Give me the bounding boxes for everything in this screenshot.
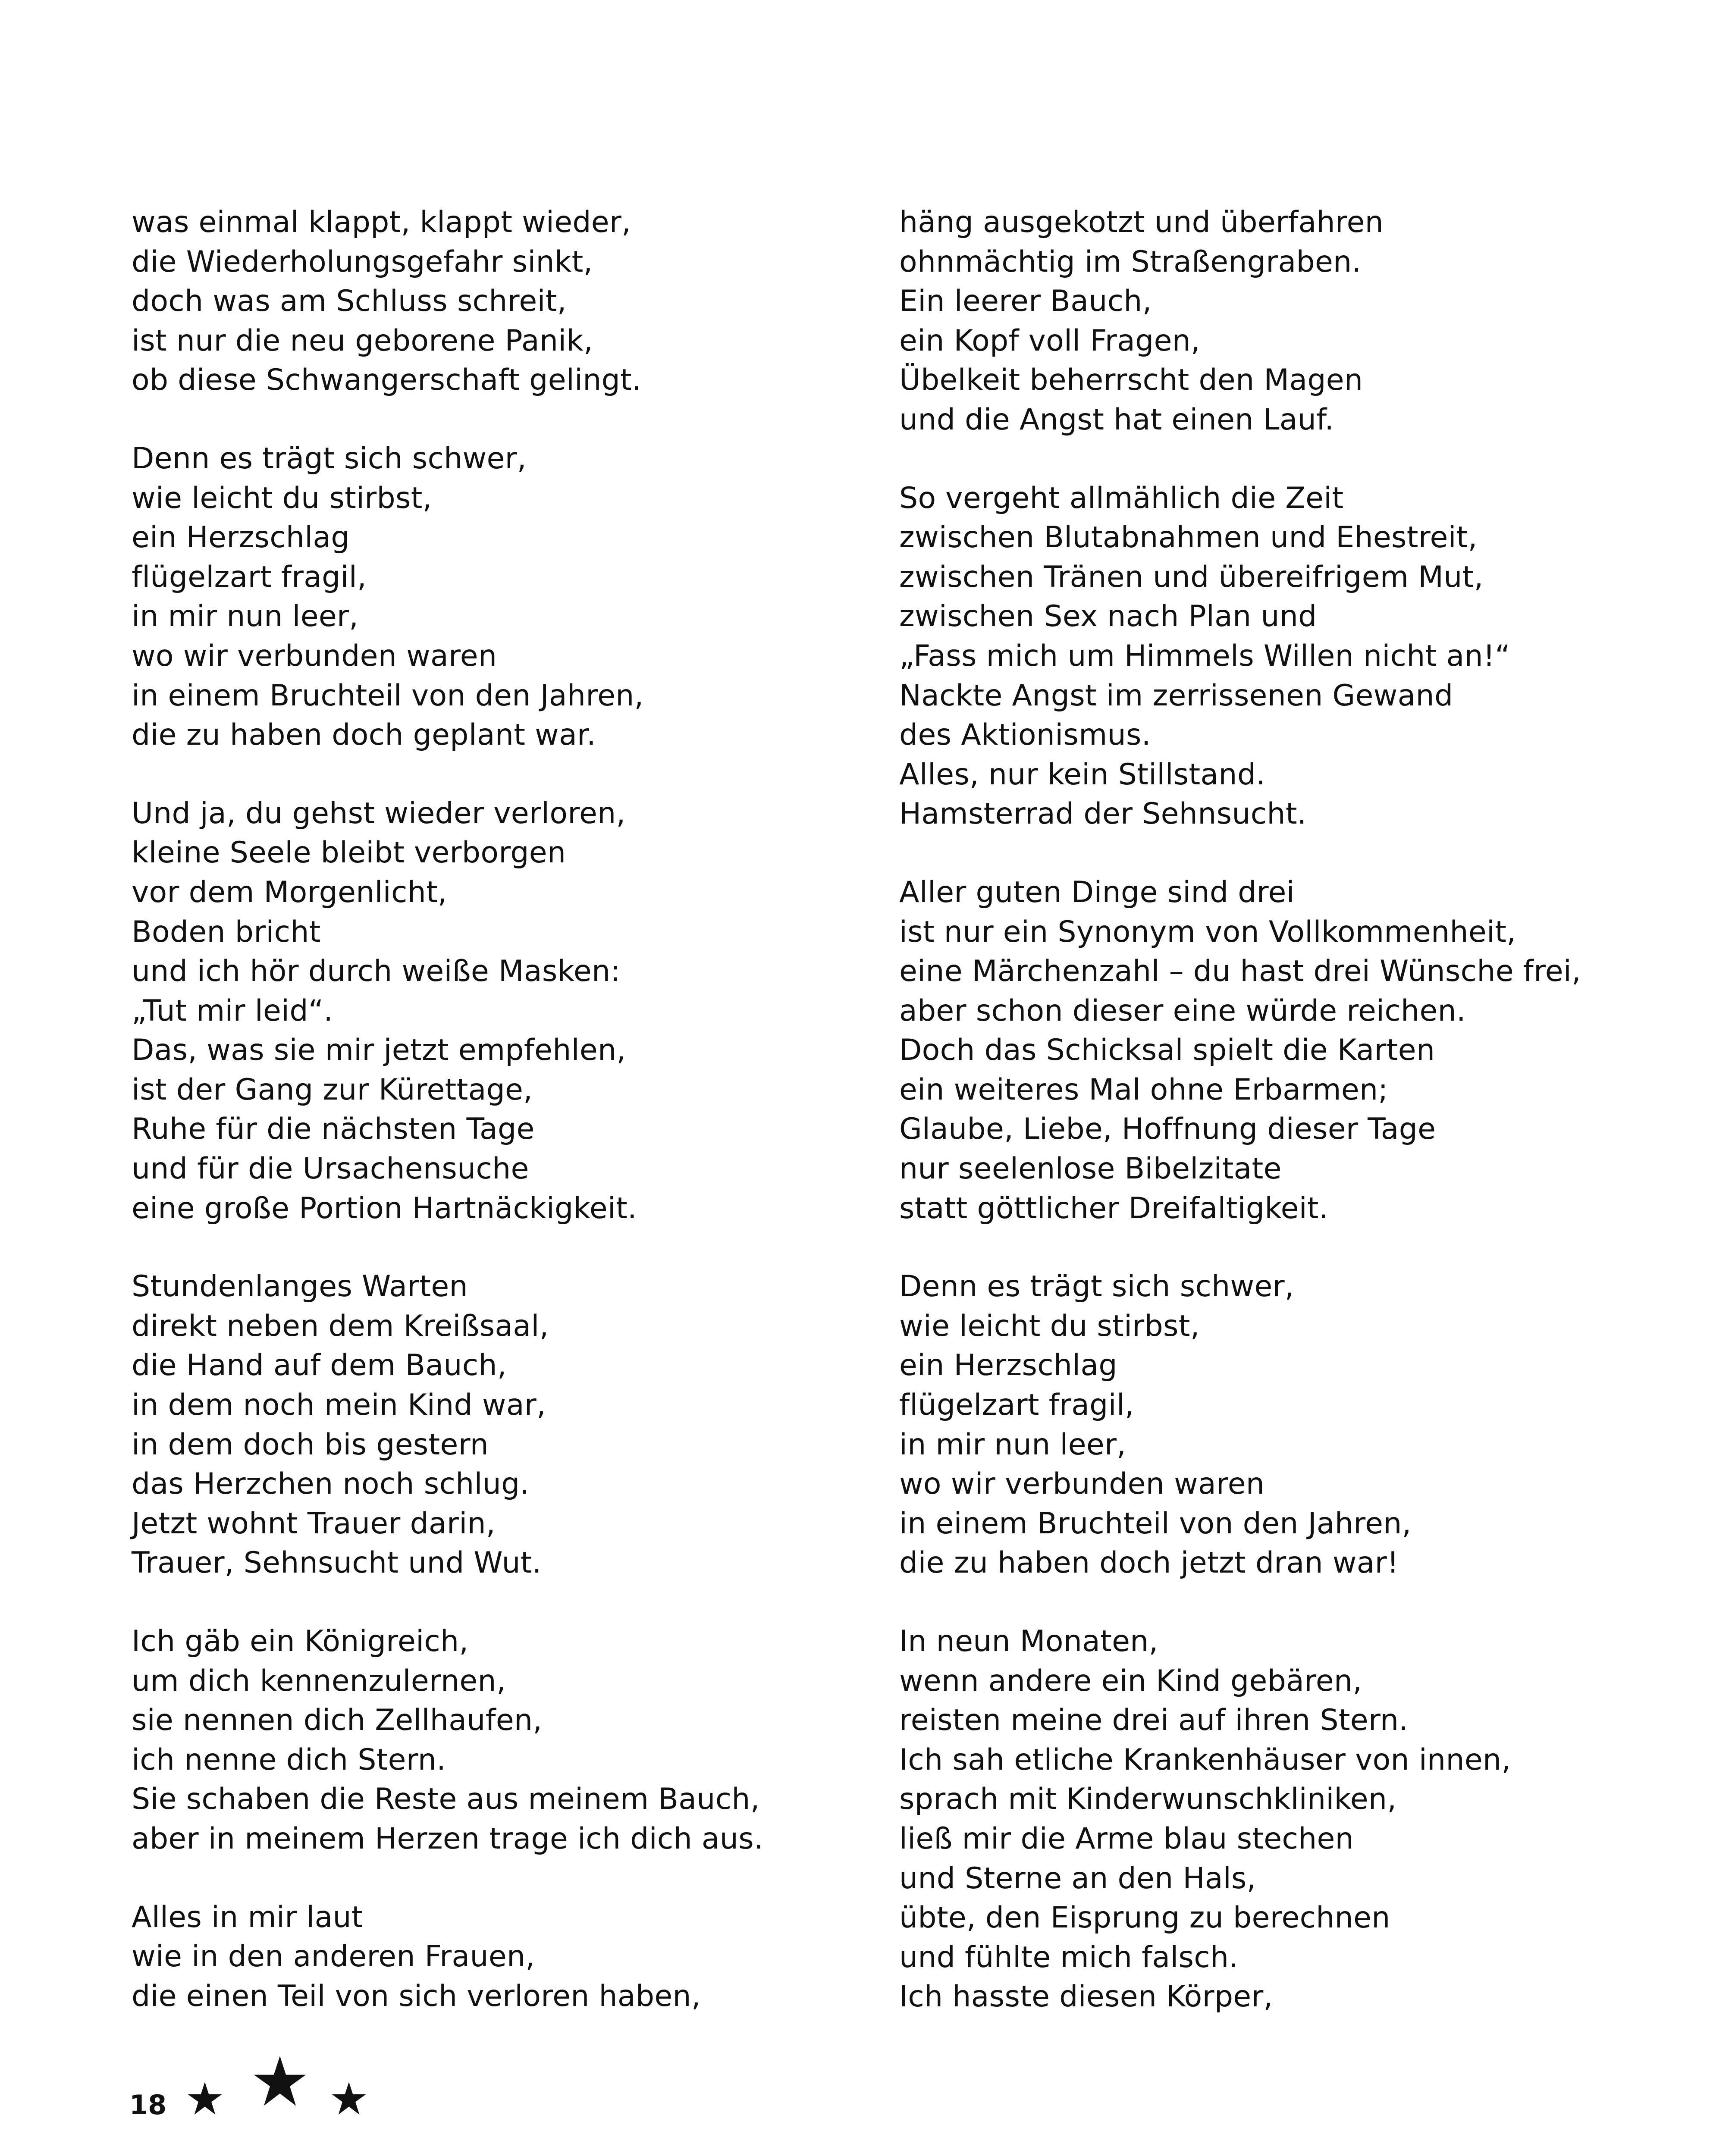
poem-line: ist nur die neu geborene Panik, [132,323,593,358]
poem-line: die Wiederholungsgefahr sinkt, [132,244,593,279]
poem-line: wie leicht du stirbst, [899,1309,1200,1343]
poem-line: in dem noch mein Kind war, [132,1388,546,1423]
poem-line: wie in den anderen Frauen, [132,1940,535,1974]
poem-line: die Hand auf dem Bauch, [132,1348,507,1383]
poem-line: ließ mir die Arme blau stechen [899,1821,1354,1856]
poem-line: Glaube, Liebe, Hoffnung dieser Tage [899,1112,1436,1147]
poem-line: ich nenne dich Stern. [132,1742,446,1777]
poem-line: und fühlte mich falsch. [899,1940,1239,1974]
poem-line: Ruhe für die nächsten Tage [132,1112,535,1147]
poem-line: ist der Gang zur Kürettage, [132,1072,533,1107]
poem-line: eine Märchenzahl – du hast drei Wünsche frei, [899,954,1581,989]
poem-line: das Herzchen noch schlug. [132,1467,530,1501]
poem-line: zwischen Sex nach Plan und [899,599,1317,634]
stanza [132,203,865,400]
poem-line: Ein leerer Bauch, [899,284,1152,319]
poem-line: ein weiteres Mal ohne Erbarmen; [899,1072,1388,1107]
poem-line: in dem doch bis gestern [132,1427,489,1462]
poem-line: zwischen Tränen und übereifrigem Mut, [899,560,1484,594]
stanza [899,479,1632,834]
poem-line: ein Herzschlag [132,520,350,555]
poem-line: So vergeht allmählich die Zeit [899,481,1344,515]
poem-line: In neun Monaten, [899,1624,1158,1658]
poem-line: doch was am Schluss schreit, [132,284,567,319]
stanza [132,1898,865,2016]
poem-line: sprach mit Kinderwunschkliniken, [899,1782,1397,1817]
stanza [899,203,1632,440]
poem-line: nur seelenlose Bibelzitate [899,1152,1282,1186]
poem-line: Ich sah etliche Krankenhäuser von innen, [899,1742,1511,1777]
poem-line: ist nur ein Synonym von Vollkommenheit, [899,915,1516,949]
poem-line: Alles in mir laut [132,1900,363,1934]
stanza [132,439,865,755]
poem-line: Denn es trägt sich schwer, [132,441,527,476]
poem-line: wie leicht du stirbst, [132,481,432,515]
poem-line: statt göttlicher Dreifaltigkeit. [899,1191,1328,1225]
poem-line: wo wir verbunden waren [132,639,497,673]
poem-line: des Aktionismus. [899,718,1151,752]
poem-line: und die Angst hat einen Lauf. [899,402,1334,437]
poem-line: „Tut mir leid“. [132,993,333,1028]
poem-line: Hamsterrad der Sehnsucht. [899,797,1307,831]
poem-line: Doch das Schicksal spielt die Karten [899,1033,1435,1068]
star-icon [187,2081,223,2117]
poem-line: Nackte Angst im zerrissenen Gewand [899,678,1453,713]
poem-line: Ich hasste diesen Körper, [899,1980,1273,2014]
poem-line: um dich kennenzulernen, [132,1664,506,1698]
poem-line: aber in meinem Herzen trage ich dich aus. [132,1821,763,1856]
poem-line: aber schon dieser eine würde reichen. [899,993,1466,1028]
poem-line: was einmal klappt, klappt wieder, [132,205,631,239]
page-number: 18 [129,2089,167,2121]
poem-line: in einem Bruchteil von den Jahren, [899,1506,1412,1541]
stanza [132,1267,865,1583]
poem-line: in mir nun leer, [899,1427,1126,1462]
right-column [899,203,1632,2056]
poem-line: zwischen Blutabnahmen und Ehestreit, [899,520,1478,555]
poem-line: häng ausgekotzt und überfahren [899,205,1384,239]
poem-line: Denn es trägt sich schwer, [899,1269,1294,1304]
poem-line: in mir nun leer, [132,599,359,634]
poem-line: ob diese Schwangerschaft gelingt. [132,363,641,398]
poem-line: direkt neben dem Kreißsaal, [132,1309,549,1343]
poem-line: Alles, nur kein Stillstand. [899,757,1266,792]
poem-line: vor dem Morgenlicht, [132,875,447,909]
poem-line: Ich gäb ein Königreich, [132,1624,469,1658]
stanza [899,873,1632,1228]
stanza [899,1622,1632,2017]
poem-line: übte, den Eisprung zu berechnen [899,1901,1390,1935]
page-footer [129,2046,431,2132]
poem-line: in einem Bruchteil von den Jahren, [132,678,644,713]
stanza [132,1622,865,1859]
poem-line: Jetzt wohnt Trauer darin, [132,1506,496,1541]
poem-line: Und ja, du gehst wieder verloren, [132,796,626,830]
star-icon [331,2081,367,2117]
star-icon [252,2054,307,2109]
poem-line: ein Herzschlag [899,1348,1117,1383]
poem-line: und für die Ursachensuche [132,1152,529,1186]
poem-line: Übelkeit beherrscht den Magen [899,363,1363,398]
poem-line: wenn andere ein Kind gebären, [899,1664,1362,1698]
poem-line: Trauer, Sehnsucht und Wut. [132,1546,542,1580]
stanza [899,1267,1632,1583]
poem-line: wo wir verbunden waren [899,1467,1265,1501]
poem-line: und Sterne an den Hals, [899,1861,1256,1896]
poem-line: und ich hör durch weiße Masken: [132,954,621,989]
poem-line: die zu haben doch geplant war. [132,718,596,752]
poem-line: flügelzart fragil, [132,560,367,594]
poem-line: die zu haben doch jetzt dran war! [899,1546,1399,1580]
poem-line: eine große Portion Hartnäckigkeit. [132,1191,637,1225]
poem-line: flügelzart fragil, [899,1388,1134,1423]
poem-line: kleine Seele bleibt verborgen [132,836,566,870]
poem-line: die einen Teil von sich verloren haben, [132,1979,701,2013]
poem-line: Stundenlanges Warten [132,1269,468,1304]
poem-line: „Fass mich um Himmels Willen nicht an!“ [899,639,1510,673]
poem-line: sie nennen dich Zellhaufen, [132,1703,543,1738]
poem-line: Boden bricht [132,915,321,949]
poem-line: ohnmächtig im Straßengraben. [899,244,1362,279]
left-column [132,203,865,2055]
poem-line: Das, was sie mir jetzt empfehlen, [132,1033,626,1068]
poem-line: Aller guten Dinge sind drei [899,875,1295,909]
poem-line: reisten meine drei auf ihren Stern. [899,1703,1409,1738]
poem-line: ein Kopf voll Fragen, [899,323,1201,358]
poem-line: Sie schaben die Reste aus meinem Bauch, [132,1782,760,1817]
stanza [132,794,865,1228]
